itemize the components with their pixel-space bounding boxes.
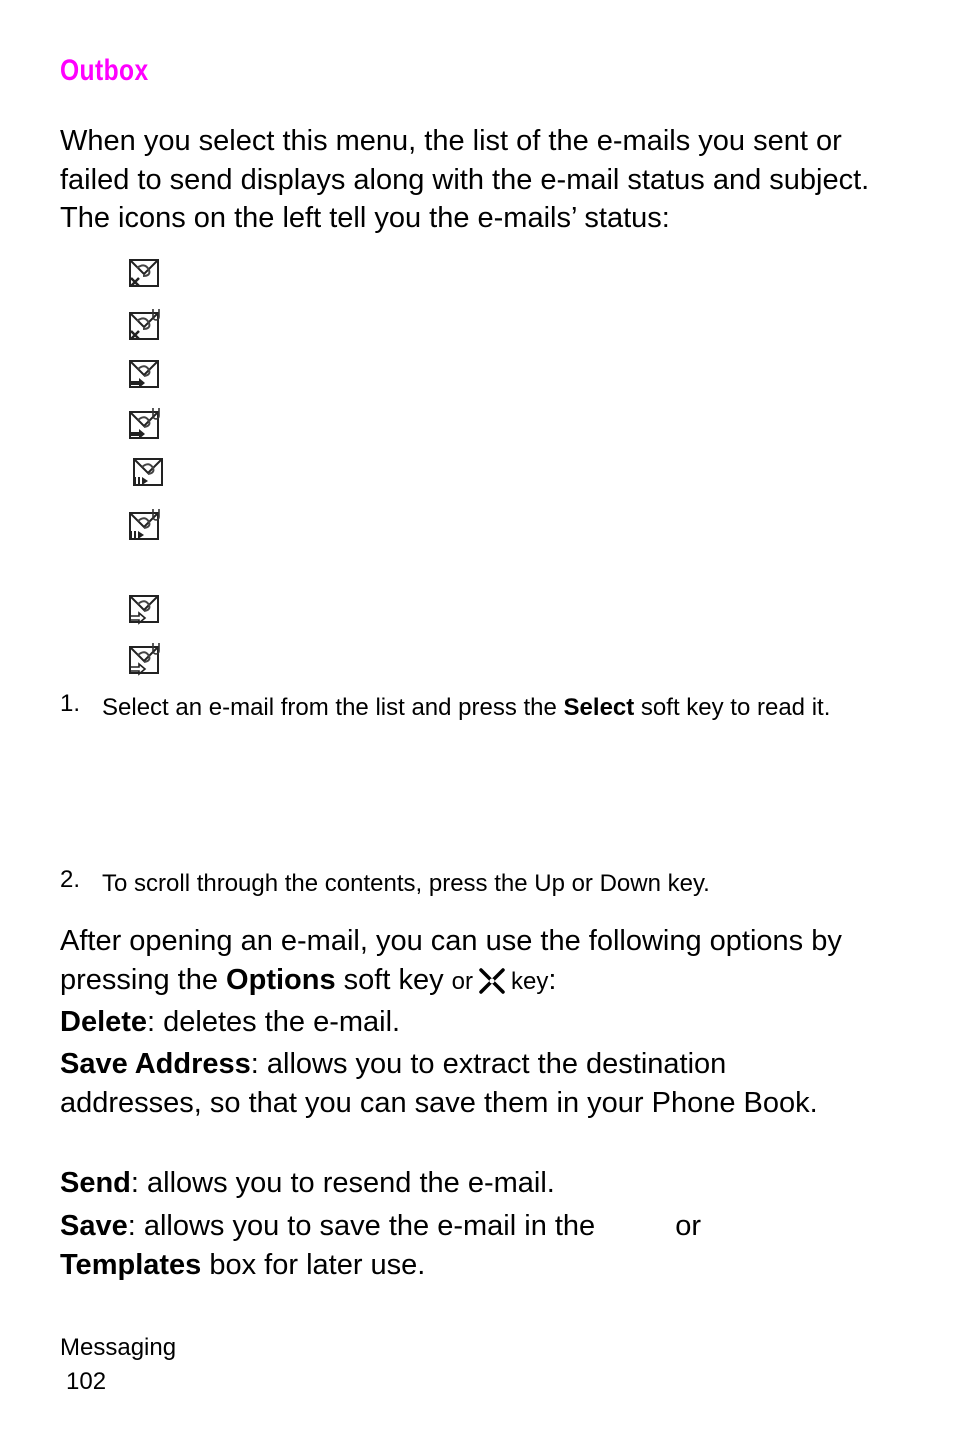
email-sending-attachment-icon	[127, 507, 163, 543]
section-title: Outbox	[60, 54, 149, 87]
page-footer	[60, 1331, 176, 1399]
email-sending-icon	[131, 455, 167, 491]
step-1-number: 1.	[60, 690, 81, 717]
step-2-text: To scroll through the contents, press the Up or Down key.	[102, 870, 710, 897]
intro-paragraph: When you select this menu, the list of the e-mails you sent or failed to send displays along with the e-mail status and subject. The icons on the left tell you the e-mails’ status:	[60, 125, 870, 234]
option-delete: Delete: deletes the e-mail.	[60, 1006, 401, 1038]
email-failed-icon	[127, 256, 163, 292]
step-2-number: 2.	[60, 866, 81, 893]
email-sent-icon	[127, 357, 163, 393]
menu-key-icon	[477, 965, 507, 995]
step-1-text: Select an e-mail from the list and press the Select soft key to read it.	[102, 694, 831, 721]
email-deferred-attachment-icon	[127, 641, 163, 677]
option-send: Send: allows you to resend the e-mail.	[60, 1167, 555, 1199]
email-sent-attachment-icon	[127, 406, 163, 442]
options-intro: After opening an e-mail, you can use the following options by pressing the Options soft key or key:	[60, 925, 842, 996]
page-number: 102	[66, 1368, 107, 1395]
option-save-address: Save Address: allows you to extract the destination addresses, so that you can save them in your Phone Book.	[60, 1048, 818, 1119]
email-failed-attachment-icon	[127, 307, 163, 343]
email-deferred-icon	[127, 592, 163, 628]
option-save: Save: allows you to save the e-mail in the or Templates box for later use.	[60, 1210, 701, 1281]
footer-section: Messaging	[60, 1334, 177, 1361]
